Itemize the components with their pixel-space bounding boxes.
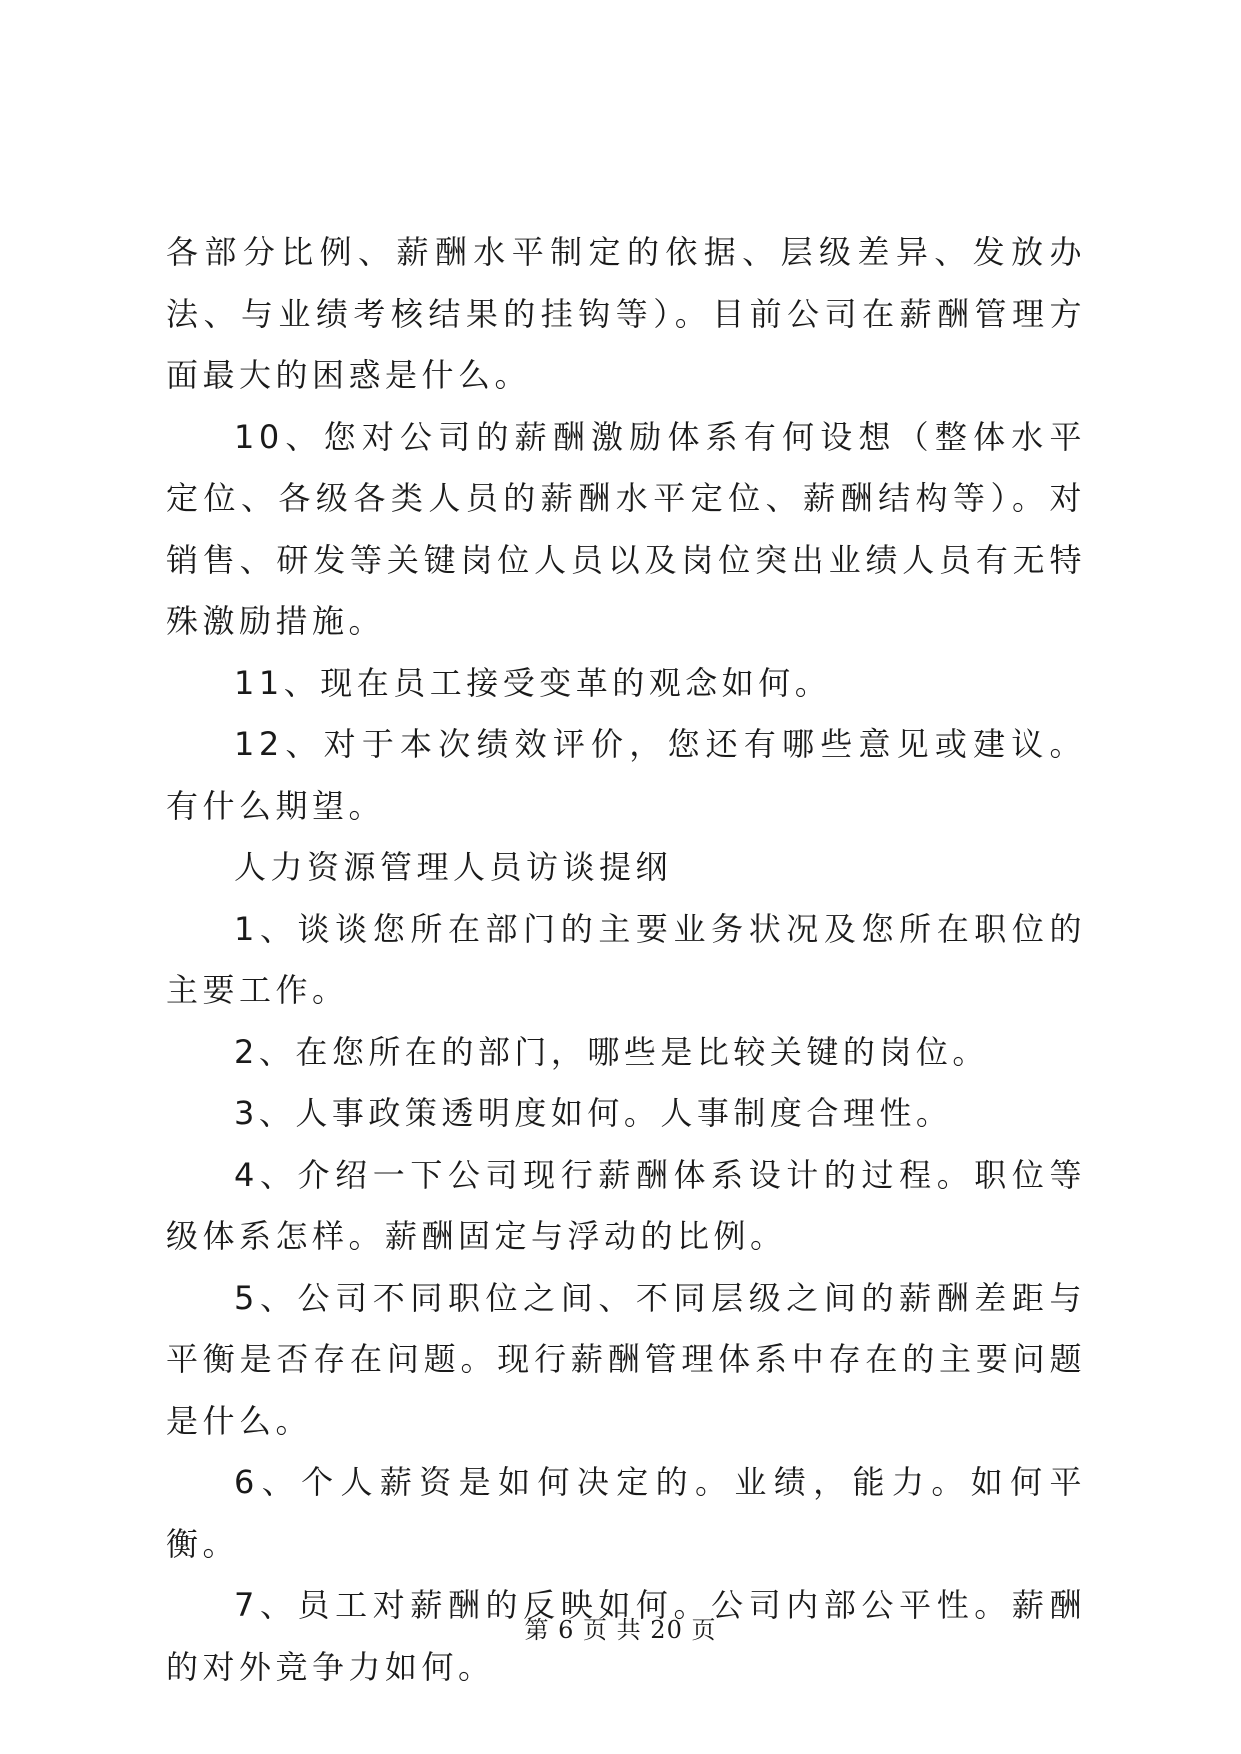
document-body xyxy=(166,222,1086,1698)
paragraph: 10、您对公司的薪酬激励体系有何设想（整体水平定位、各级各类人员的薪酬水平定位、薪酬结构等）。对销售、研发等关键岗位人员以及岗位突出业绩人员有无特殊激励措施。 xyxy=(166,417,1086,640)
paragraph: 4、介绍一下公司现行薪酬体系设计的过程。职位等级体系怎样。薪酬固定与浮动的比例。 xyxy=(166,1155,1086,1255)
paragraph: 2、在您所在的部门，哪些是比较关键的岗位。 xyxy=(234,1032,989,1071)
paragraph: 12、对于本次绩效评价，您还有哪些意见或建议。有什么期望。 xyxy=(166,725,1086,825)
paragraph: 5、公司不同职位之间、不同层级之间的薪酬差距与平衡是否存在问题。现行薪酬管理体系中存在的主要问题是什么。 xyxy=(166,1278,1086,1440)
page-number-footer: 第 6 页 共 20 页 xyxy=(524,1616,717,1644)
paragraph: 3、人事政策透明度如何。人事制度合理性。 xyxy=(234,1094,953,1132)
paragraph: 6、个人薪资是如何决定的。业绩，能力。如何平衡。 xyxy=(166,1463,1086,1563)
paragraph: 1、谈谈您所在部门的主要业务状况及您所在职位的主要工作。 xyxy=(166,909,1086,1009)
section-heading: 人力资源管理人员访谈提纲 xyxy=(234,848,673,886)
paragraph: 7、员工对薪酬的反映如何。公司内部公平性。薪酬的对外竞争力如何。 xyxy=(166,1586,1086,1686)
paragraph: 各部分比例、薪酬水平制定的依据、层级差异、发放办法、与业绩考核结果的挂钩等）。目前公司在薪酬管理方面最大的困惑是什么。 xyxy=(166,233,1086,394)
paragraph: 11、现在员工接受变革的观念如何。 xyxy=(234,663,832,702)
